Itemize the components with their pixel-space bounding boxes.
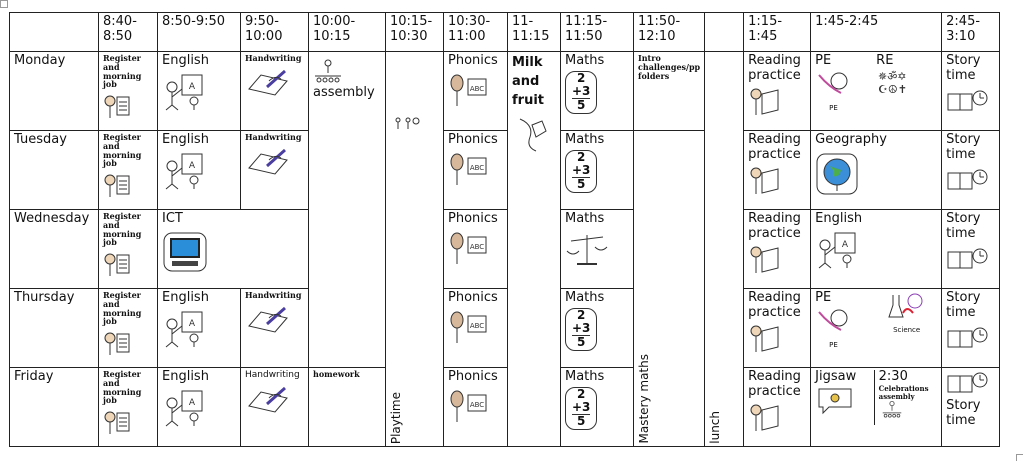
reading-book-icon — [748, 88, 782, 116]
globe-icon — [815, 152, 859, 196]
english-cell: English A — [158, 368, 241, 447]
reading-cell: Reading practice — [744, 289, 811, 368]
abc-card-icon — [448, 152, 490, 186]
speech-bubble-icon — [815, 385, 855, 415]
reading-cell: Reading practice — [744, 210, 811, 289]
timetable — [9, 12, 1000, 447]
register-cell: Register and morning job — [99, 52, 158, 131]
time-header: 8:50-9:50 — [158, 13, 241, 52]
pe-block: PE PE — [815, 291, 876, 349]
lunch-cell: lunch — [705, 52, 744, 447]
day-row — [10, 368, 1000, 447]
day-label: Thursday — [10, 289, 99, 368]
phonics-cell: Phonics ABC — [444, 52, 508, 131]
reading-book-icon — [748, 167, 782, 195]
reading-book-icon — [748, 246, 782, 274]
children-playing-icon — [394, 117, 420, 131]
person-clipboard-icon — [103, 172, 133, 198]
maths-cell: Maths 2 +3 5 — [561, 131, 634, 210]
page-corner-marker — [1016, 454, 1023, 461]
time-header: 1:15- 1:45 — [744, 13, 811, 52]
register-cell: Register and morning job — [99, 131, 158, 210]
phonics-cell: Phonics ABC — [444, 131, 508, 210]
maths-cell: Maths 2 +3 5 — [561, 52, 634, 131]
re-block: RE ✵ॐ✡ ☪☮✝ — [876, 54, 937, 112]
story-cell: Story time — [942, 210, 1000, 289]
phonics-cell: Phonics ABC — [444, 289, 508, 368]
sports-kit-icon — [815, 69, 855, 99]
time-header — [705, 13, 744, 52]
sports-kit-icon — [815, 306, 855, 336]
maths-cell: Maths 2 +3 5 — [561, 368, 634, 447]
day-row — [10, 52, 1000, 131]
svg-text:A: A — [842, 239, 849, 250]
science-icon — [887, 291, 927, 321]
time-header: 11:15- 11:50 — [561, 13, 634, 52]
assembly-group-icon — [879, 400, 905, 420]
reading-cell: Reading practice — [744, 368, 811, 447]
time-header: 8:40- 8:50 — [99, 13, 158, 52]
ict-cell: ICT — [158, 210, 309, 289]
phonics-cell: Phonics ABC — [444, 210, 508, 289]
balance-scales-icon — [565, 231, 609, 267]
svg-text:A: A — [188, 318, 196, 329]
maths-sum-icon: 2 +3 5 — [565, 71, 597, 114]
maths-cell: Maths 2 +3 5 — [561, 289, 634, 368]
story-cell: Story time — [942, 52, 1000, 131]
milk-cell: Milk and fruit — [508, 52, 561, 447]
english-cell: English A — [811, 210, 942, 289]
celebrations-block: 2:30 Celebrations assembly — [874, 370, 938, 425]
day-label: Friday — [10, 368, 99, 447]
handwriting-cell: Handwriting — [241, 289, 309, 368]
story-cell: Story time — [942, 368, 1000, 447]
day-label: Monday — [10, 52, 99, 131]
header-row — [10, 13, 1000, 52]
abc-card-icon — [448, 389, 490, 423]
person-clipboard-icon — [103, 409, 133, 435]
jigsaw-cell — [811, 368, 942, 447]
day-label: Wednesday — [10, 210, 99, 289]
reading-cell: Reading practice — [744, 131, 811, 210]
story-cell: Story time — [942, 289, 1000, 368]
abc-card-icon — [448, 231, 490, 265]
hand-writing-icon — [245, 67, 291, 97]
assembly-group-icon — [313, 58, 343, 86]
day-label: Tuesday — [10, 131, 99, 210]
book-clock-icon — [946, 370, 990, 394]
reading-book-icon — [748, 404, 782, 432]
person-clipboard-icon — [103, 330, 133, 356]
svg-text:ABC: ABC — [469, 242, 485, 251]
english-cell: English A — [158, 289, 241, 368]
teacher-board-icon — [815, 231, 859, 269]
svg-text:ABC: ABC — [469, 400, 485, 409]
maths-sum-icon: 2 +3 5 — [565, 308, 597, 351]
time-header: 10:15- 10:30 — [386, 13, 444, 52]
svg-text:A: A — [188, 160, 196, 171]
english-cell: English A — [158, 131, 241, 210]
time-header: 10:00- 10:15 — [309, 13, 386, 52]
register-cell: Register and morning job — [99, 210, 158, 289]
person-clipboard-icon — [103, 93, 133, 119]
day-row — [10, 289, 1000, 368]
day-row — [10, 131, 1000, 210]
abc-card-icon — [448, 310, 490, 344]
science-block: Science — [876, 291, 937, 349]
time-header: 11:50- 12:10 — [634, 13, 705, 52]
reading-cell: Reading practice — [744, 52, 811, 131]
person-clipboard-icon — [103, 251, 133, 277]
pe-science-cell — [811, 289, 942, 368]
drinking-icon — [512, 115, 552, 153]
day-row — [10, 210, 1000, 289]
svg-text:ABC: ABC — [469, 163, 485, 172]
geography-cell: Geography — [811, 131, 942, 210]
mastery-cell: Mastery maths — [634, 131, 705, 447]
maths-cell: Maths — [561, 210, 634, 289]
abc-card-icon — [448, 73, 490, 107]
jigsaw-block: Jigsaw — [815, 370, 874, 425]
hand-writing-icon — [245, 384, 291, 414]
time-header: 11- 11:15 — [508, 13, 561, 52]
pe-block: PE PE — [815, 54, 876, 112]
intro-cell: Intro challenges/pp folders — [634, 52, 705, 131]
register-cell: Register and morning job — [99, 368, 158, 447]
book-clock-icon — [946, 88, 990, 112]
teacher-board-icon — [162, 73, 206, 111]
svg-text:ABC: ABC — [469, 84, 485, 93]
assembly-cell: assembly — [309, 52, 386, 368]
religion-symbols-icon — [876, 69, 920, 95]
time-header: 9:50- 10:00 — [241, 13, 309, 52]
svg-text:✵ॐ✡: ✵ॐ✡ — [878, 69, 907, 83]
english-cell: English A — [158, 52, 241, 131]
teacher-board-icon — [162, 152, 206, 190]
corner-cell — [10, 13, 99, 52]
story-cell: Story time — [942, 131, 1000, 210]
register-cell: Register and morning job — [99, 289, 158, 368]
phonics-cell: Phonics ABC — [444, 368, 508, 447]
hand-writing-icon — [245, 146, 291, 176]
handwriting-cell: Handwriting — [241, 368, 309, 447]
reading-book-icon — [748, 325, 782, 353]
pe-re-cell — [811, 52, 942, 131]
teacher-board-icon — [162, 310, 206, 348]
time-header: 1:45-2:45 — [811, 13, 942, 52]
handwriting-cell: Handwriting — [241, 52, 309, 131]
time-header: 2:45- 3:10 — [942, 13, 1000, 52]
svg-text:ABC: ABC — [469, 321, 485, 330]
computer-icon — [162, 231, 208, 273]
svg-text:A: A — [188, 397, 196, 408]
svg-text:☪☮✝: ☪☮✝ — [878, 82, 908, 95]
book-clock-icon — [946, 246, 990, 270]
table-anchor-marker — [0, 0, 8, 8]
handwriting-cell: Handwriting — [241, 131, 309, 210]
teacher-board-icon — [162, 389, 206, 427]
svg-text:A: A — [188, 81, 196, 92]
hand-writing-icon — [245, 304, 291, 334]
book-clock-icon — [946, 325, 990, 349]
homework-cell: homework — [309, 368, 386, 447]
time-header: 10:30- 11:00 — [444, 13, 508, 52]
maths-sum-icon: 2 +3 5 — [565, 387, 597, 430]
playtime-cell: Playtime — [386, 52, 444, 447]
maths-sum-icon: 2 +3 5 — [565, 150, 597, 193]
book-clock-icon — [946, 167, 990, 191]
